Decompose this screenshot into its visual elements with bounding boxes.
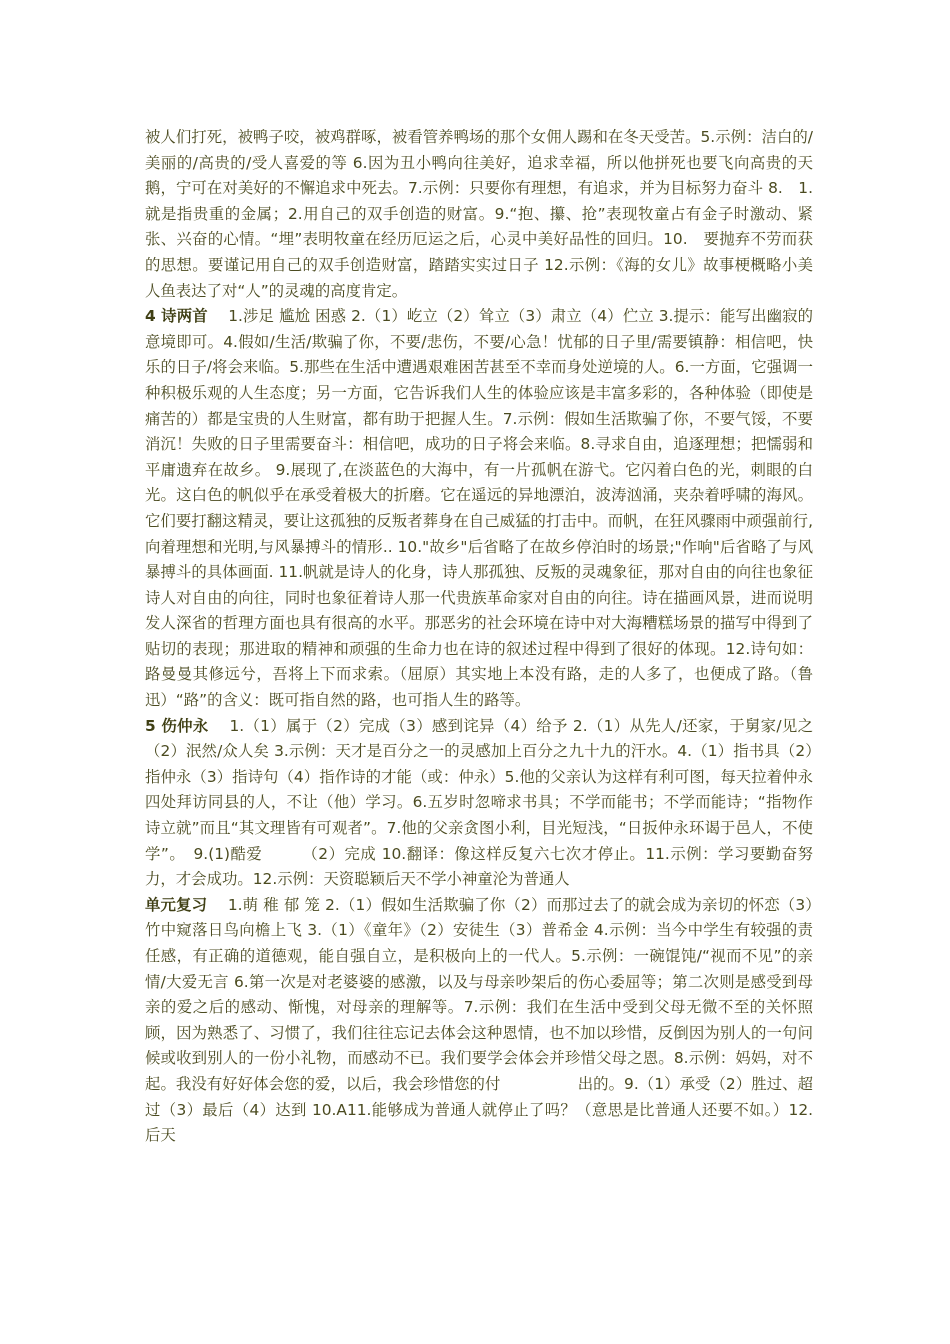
paragraph-text: 被人们打死，被鸭子咬，被鸡群啄，被看管养鸭场的那个女佣人踢和在冬天受苦。5.示例：洁白的/美丽的/高贵的/受人喜爱的等 6.因为丑小鸭向往美好，追求幸福，所以他拼死也要飞向高贵的天鹅，宁可在对美好的不懈追求中死去。7.示例：只要你有理想，有追求，并为目标努力奋斗 8. 1.就是指贵重的金属；2.用自己的双手创造的财富。9.“抱、攥、抢”表现牧童占有金子时激动、紧张、兴奋的心情。“埋”表明牧童在经历厄运之后，心灵中美好品性的回归。10. 要抛弃不劳而获的思想。要谨记用自己的双手创造财富，踏踏实实过日子 12.示例：《海的女儿》故事梗概略小美人鱼表达了对“人”的灵魂的高度肯定。: [145, 128, 813, 300]
paragraph-text: 1.（1）属于（2）完成（3）感到诧异（4）给予 2.（1）从先人/还家，于舅家/见之（2）泯然/众人矣 3.示例：天才是百分之一的灵感加上百分之九十九的汗水。4.（1）指书具（2）指仲永（3）指诗句（4）指作诗的才能（或：仲永）5.他的父亲认为这样有利可图，每天拉着仲永四处拜访同县的人，不让（他）学习。6.五岁时忽啼求书具；不学而能书；不学而能诗；“指物作诗立就”而且“其文理皆有可观者”。7.他的父亲贪图小利，目光短浅，“日扳仲永环谒于邑人，不使学”。 9.(1)酷爱 （2）完成 10.翻译：像这样反复六七次才停止。11.示例：学习要勤奋努力，才会成功。12.示例：天资聪颖后天不学小神童沦为普通人: [145, 716, 813, 889]
document-page: [145, 125, 813, 1149]
section-heading-unit-review: 单元复习: [145, 895, 208, 914]
paragraph-shang-zhongyong: [145, 714, 813, 893]
section-heading-poems: 4 诗两首: [145, 307, 208, 326]
paragraph-poems: [145, 304, 813, 714]
paragraph-text: 1.萌 稚 郁 笼 2.（1）假如生活欺骗了你（2）而那过去了的就会成为亲切的怀恋（3）竹中窥落日鸟向檐上飞 3.（1）《童年》（2）安徒生（3）普希金 4.示例：当今中学生有较强的责任感，有正确的道德观，能自强自立，是积极向上的一代人。5.示例：一碗馄饨/“视而不见”的亲情/大爱无言 6.第一次是对老婆婆的感激，以及与母亲吵架后的伤心委屈等；第二次则是感受到母亲的爱之后的感动、惭愧，对母亲的理解等。7.示例：我们在生活中受到父母无微不至的关怀照顾，因为熟悉了、习惯了，我们往往忘记去体会这种恩情，也不加以珍惜，反倒因为别人的一句问候或收到别人的一份小礼物，而感动不已。我们要学会体会并珍惜父母之恩。8.示例：妈妈，对不起。我没有好好体会您的爱，以后，我会珍惜您的付 出的。9.（1）承受（2）胜过、超过（3）最后（4）达到 10.A11.能够成为普通人就停止了吗？（意思是比普通人还要不如。）12.后天: [145, 895, 813, 1145]
paragraph-text: 1.涉足 尴尬 困惑 2.（1）屹立（2）耸立（3）肃立（4）伫立 3.提示：能写出幽寂的意境即可。4.假如/生活/欺骗了你，不要/悲伤，不要/心急！忧郁的日子里/需要镇静：相信吧，快乐的日子/将会来临。5.那些在生活中遭遇艰难困苦甚至不幸而身处逆境的人。6.一方面，它强调一种积极乐观的人生态度；另一方面，它告诉我们人生的体验应该是丰富多彩的，各种体验（即使是痛苦的）都是宝贵的人生财富，都有助于把握人生。7.示例：假如生活欺骗了你，不要气馁，不要消沉！失败的日子里需要奋斗：相信吧，成功的日子将会来临。8.寻求自由，追逐理想；把懦弱和平庸遗弃在故乡。 9.展现了,在淡蓝色的大海中，有一片孤帆在游弋。它闪着白色的光，刺眼的白光。这白色的帆似乎在承受着极大的折磨。它在遥远的异地漂泊，波涛汹涌，夹杂着呼啸的海风。它们要打翻这精灵，要让这孤独的反叛者葬身在自己威猛的打击中。而帆，在狂风骤雨中顽强前行,向着理想和光明,与风暴搏斗的情形.. 10."故乡"后省略了在故乡停泊时的场景;"作响"后省略了与风暴搏斗的具体画面. 11.帆就是诗人的化身，诗人那孤独、反叛的灵魂象征，那对自由的向往也象征诗人对自由的向往，同时也象征着诗人那一代贵族革命家对自由的向往。诗在描画风景，进而说明发人深省的哲理方面也具有很高的水平。那恶劣的社会环境在诗中对大海糟糕场景的描写中得到了贴切的表现；那进取的精神和顽强的生命力也在诗的叙述过程中得到了很好的体现。12.诗句如：路曼曼其修远兮，吾将上下而求索。（屈原）其实地上本没有路，走的人多了，也便成了路。（鲁迅）“路”的含义：既可指自然的路，也可指人生的路等。: [145, 307, 813, 710]
paragraph-continued: [145, 125, 813, 304]
paragraph-unit-review: [145, 893, 813, 1149]
section-heading-shang-zhongyong: 5 伤仲永: [145, 716, 209, 735]
